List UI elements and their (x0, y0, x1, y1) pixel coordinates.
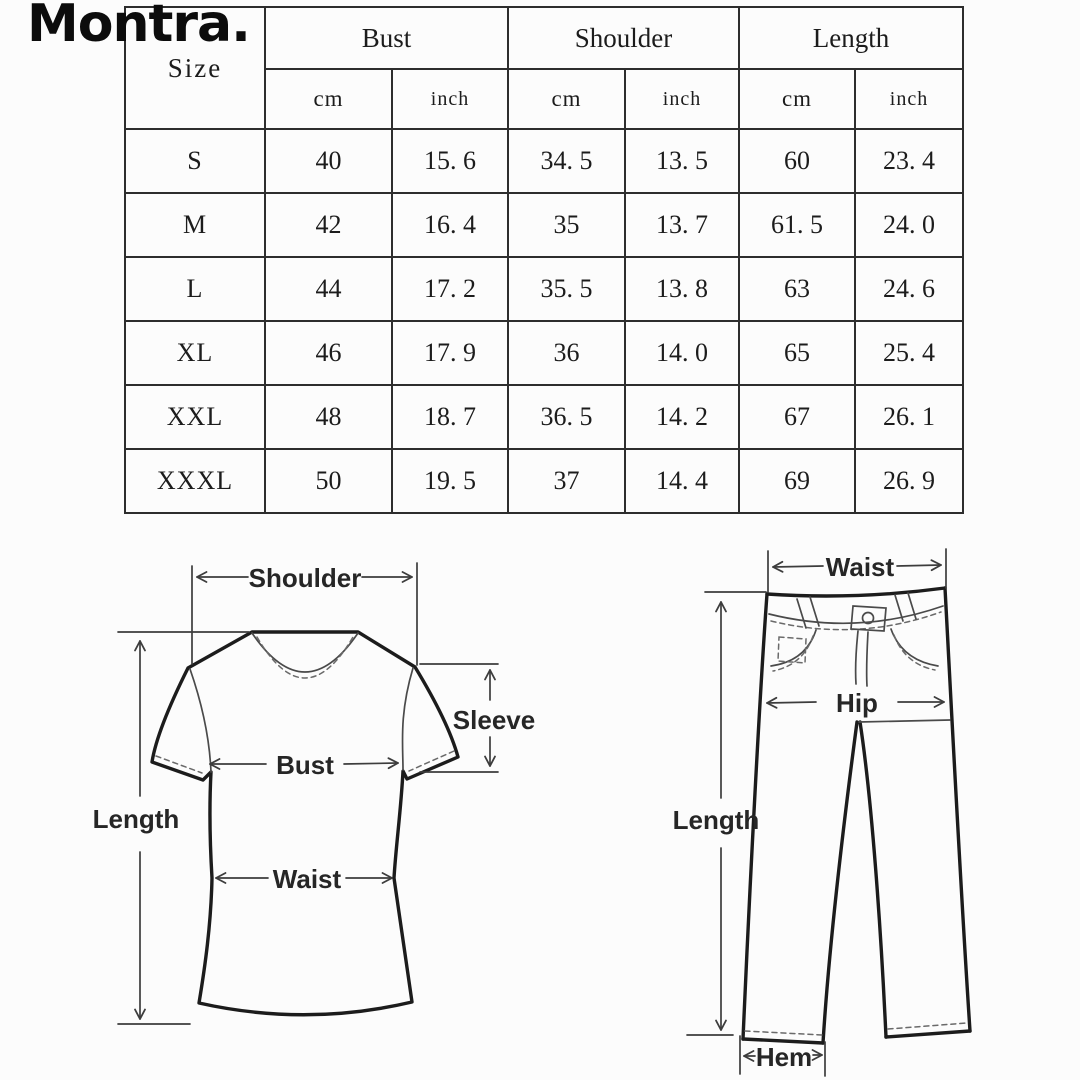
measurement-cell: 15. 6 (392, 129, 508, 193)
tshirt-diagram (93, 563, 536, 1024)
unit-header-bust-inch: inch (392, 69, 508, 129)
table-row (125, 385, 963, 449)
shirt-sleeve-label: Sleeve (452, 705, 536, 735)
size-row-label: M (125, 193, 265, 257)
pants-right-outer-seam (945, 588, 970, 1031)
measurement-cell: 26. 1 (855, 385, 963, 449)
shirt-length-label: Length (92, 804, 180, 834)
measurement-cell: 17. 9 (392, 321, 508, 385)
tshirt-right-sleeve-seam (402, 668, 413, 770)
measurement-cell: 36. 5 (508, 385, 625, 449)
measurement-cell: 19. 5 (392, 449, 508, 513)
measurement-cell: 18. 7 (392, 385, 508, 449)
measurement-cell: 42 (265, 193, 392, 257)
measurement-cell: 24. 0 (855, 193, 963, 257)
measurement-cell: 16. 4 (392, 193, 508, 257)
brand-logo: Montra. (27, 0, 250, 54)
measurement-cell: 63 (739, 257, 855, 321)
pocket-right (891, 629, 938, 666)
measurement-cell: 24. 6 (855, 257, 963, 321)
measurement-cell: 44 (265, 257, 392, 321)
shirt-bust-label: Bust (276, 750, 334, 780)
size-table (124, 6, 964, 514)
size-row-label: XXXL (125, 449, 265, 513)
pants-waist-top (767, 588, 945, 596)
measurement-cell: 67 (739, 385, 855, 449)
measurement-cell: 25. 4 (855, 321, 963, 385)
pants-length-label: Length (672, 805, 760, 835)
pants-waist-arrow-right (897, 565, 941, 566)
tshirt-left-sleeve-seam (190, 669, 211, 772)
measurement-cell: 37 (508, 449, 625, 513)
table-row (125, 449, 963, 513)
shirt-waist-label: Waist (272, 864, 342, 894)
shirt-shoulder-label: Shoulder (248, 563, 362, 593)
size-row-label: L (125, 257, 265, 321)
measurement-cell: 14. 0 (625, 321, 739, 385)
measurement-cell: 17. 2 (392, 257, 508, 321)
measurement-cell: 23. 4 (855, 129, 963, 193)
measurement-cell: 50 (265, 449, 392, 513)
measurement-cell: 69 (739, 449, 855, 513)
crotch-line (859, 720, 950, 722)
pants-diagram (673, 549, 970, 1076)
measurement-cell: 35. 5 (508, 257, 625, 321)
table-group-header-row (125, 7, 963, 69)
pants-left-inner-seam (823, 722, 857, 1043)
bust-arrow-right (344, 763, 398, 764)
measurement-cell: 61. 5 (739, 193, 855, 257)
table-row (125, 257, 963, 321)
measurement-cell: 60 (739, 129, 855, 193)
table-corner-size-label: Size (125, 7, 265, 129)
measurement-cell: 13. 5 (625, 129, 739, 193)
unit-header-length-inch: inch (855, 69, 963, 129)
size-row-label: S (125, 129, 265, 193)
unit-header-shoulder-cm: cm (508, 69, 625, 129)
size-row-label: XXL (125, 385, 265, 449)
measurement-cell: 34. 5 (508, 129, 625, 193)
waistband-seam (769, 606, 943, 623)
pants-right-cuff (886, 1031, 970, 1037)
right-hem-stitch (888, 1023, 967, 1029)
pants-hem-label: Hem (755, 1042, 813, 1072)
pants-waist-label: Waist (825, 552, 895, 582)
pants-right-inner-seam (860, 722, 886, 1037)
table-row (125, 193, 963, 257)
measurement-cell: 48 (265, 385, 392, 449)
measurement-cell: 65 (739, 321, 855, 385)
measurement-diagrams (0, 525, 1080, 1080)
table-row (125, 321, 963, 385)
belt-loop-left (797, 597, 819, 628)
measurement-cell: 26. 9 (855, 449, 963, 513)
measurement-cell: 13. 8 (625, 257, 739, 321)
measurement-cell: 40 (265, 129, 392, 193)
measurement-cell: 14. 4 (625, 449, 739, 513)
pants-hip-label: Hip (836, 688, 878, 718)
group-header-length: Length (739, 7, 963, 69)
unit-header-shoulder-inch: inch (625, 69, 739, 129)
unit-header-bust-cm: cm (265, 69, 392, 129)
measurement-cell: 35 (508, 193, 625, 257)
measurement-cell: 36 (508, 321, 625, 385)
fly-stitch (856, 631, 868, 686)
table-row (125, 129, 963, 193)
pants-waist-arrow-left (773, 566, 823, 567)
measurement-cell: 13. 7 (625, 193, 739, 257)
pocket-left (771, 630, 816, 666)
measurement-cell: 14. 2 (625, 385, 739, 449)
group-header-bust: Bust (265, 7, 508, 69)
tshirt-outline (152, 632, 458, 1015)
measurement-cell: 46 (265, 321, 392, 385)
group-header-shoulder: Shoulder (508, 7, 739, 69)
size-row-label: XL (125, 321, 265, 385)
left-hem-stitch (745, 1031, 822, 1035)
unit-header-length-cm: cm (739, 69, 855, 129)
hip-arrow-left (767, 702, 816, 703)
